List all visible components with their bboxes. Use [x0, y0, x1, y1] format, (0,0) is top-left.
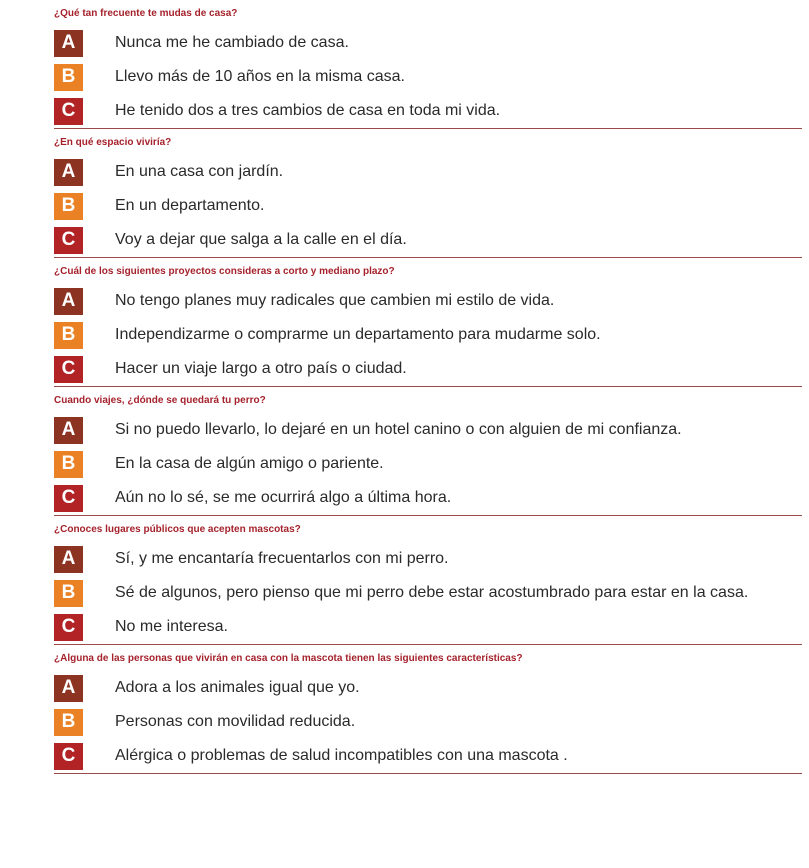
option-badge: A	[54, 546, 83, 573]
question-6	[54, 645, 802, 774]
option-a[interactable]	[54, 155, 802, 189]
question-5	[54, 516, 802, 645]
option-badge: A	[54, 417, 83, 444]
option-badge: A	[54, 675, 83, 702]
option-text: Independizarme o comprarme un departamento para mudarme solo.	[115, 326, 601, 343]
option-c[interactable]	[54, 481, 802, 515]
question-title: ¿En qué espacio viviría?	[54, 137, 172, 148]
option-badge: B	[54, 322, 83, 349]
option-badge: C	[54, 356, 83, 383]
option-text: No me interesa.	[115, 618, 228, 635]
option-text: Voy a dejar que salga a la calle en el día.	[115, 231, 407, 248]
question-title: Cuando viajes, ¿dónde se quedará tu perro?	[54, 395, 266, 406]
option-c[interactable]	[54, 610, 802, 644]
question-4	[54, 387, 802, 516]
option-badge: C	[54, 98, 83, 125]
option-text: En la casa de algún amigo o pariente.	[115, 455, 384, 472]
option-badge: B	[54, 580, 83, 607]
option-text: Si no puedo llevarlo, lo dejaré en un hotel canino o con alguien de mi confianza.	[115, 421, 682, 438]
option-text: Sí, y me encantaría frecuentarlos con mi perro.	[115, 550, 449, 567]
option-badge: A	[54, 288, 83, 315]
option-c[interactable]	[54, 739, 802, 773]
option-text: Sé de algunos, pero pienso que mi perro debe estar acostumbrado para estar en la casa.	[115, 584, 749, 601]
option-text: En una casa con jardín.	[115, 163, 284, 180]
option-b[interactable]	[54, 318, 802, 352]
option-c[interactable]	[54, 94, 802, 128]
question-title: ¿Qué tan frecuente te mudas de casa?	[54, 8, 238, 19]
option-badge: C	[54, 743, 83, 770]
option-badge: A	[54, 159, 83, 186]
option-text: Nunca me he cambiado de casa.	[115, 34, 349, 51]
option-text: Adora a los animales igual que yo.	[115, 679, 360, 696]
question-3	[54, 258, 802, 387]
option-badge: C	[54, 614, 83, 641]
option-b[interactable]	[54, 189, 802, 223]
option-a[interactable]	[54, 542, 802, 576]
option-badge: C	[54, 227, 83, 254]
option-badge: B	[54, 64, 83, 91]
option-badge: C	[54, 485, 83, 512]
option-a[interactable]	[54, 413, 802, 447]
option-b[interactable]	[54, 60, 802, 94]
option-badge: B	[54, 451, 83, 478]
question-1	[54, 0, 802, 129]
option-text: Aún no lo sé, se me ocurrirá algo a última hora.	[115, 489, 452, 506]
option-a[interactable]	[54, 671, 802, 705]
option-text: No tengo planes muy radicales que cambien mi estilo de vida.	[115, 292, 555, 309]
question-title: ¿Conoces lugares públicos que acepten mascotas?	[54, 524, 301, 535]
option-text: Personas con movilidad reducida.	[115, 713, 356, 730]
option-badge: B	[54, 193, 83, 220]
question-2	[54, 129, 802, 258]
quiz	[54, 0, 802, 774]
question-title: ¿Cuál de los siguientes proyectos consideras a corto y mediano plazo?	[54, 266, 395, 277]
option-c[interactable]	[54, 223, 802, 257]
question-title: ¿Alguna de las personas que vivirán en casa con la mascota tienen las siguientes características?	[54, 653, 523, 664]
option-badge: B	[54, 709, 83, 736]
option-text: Hacer un viaje largo a otro país o ciudad.	[115, 360, 407, 377]
option-a[interactable]	[54, 26, 802, 60]
option-a[interactable]	[54, 284, 802, 318]
option-text: Llevo más de 10 años en la misma casa.	[115, 68, 405, 85]
option-b[interactable]	[54, 576, 802, 610]
option-text: He tenido dos a tres cambios de casa en toda mi vida.	[115, 102, 501, 119]
option-b[interactable]	[54, 447, 802, 481]
option-b[interactable]	[54, 705, 802, 739]
option-badge: A	[54, 30, 83, 57]
option-text: Alérgica o problemas de salud incompatibles con una mascota .	[115, 747, 568, 764]
option-c[interactable]	[54, 352, 802, 386]
option-text: En un departamento.	[115, 197, 265, 214]
